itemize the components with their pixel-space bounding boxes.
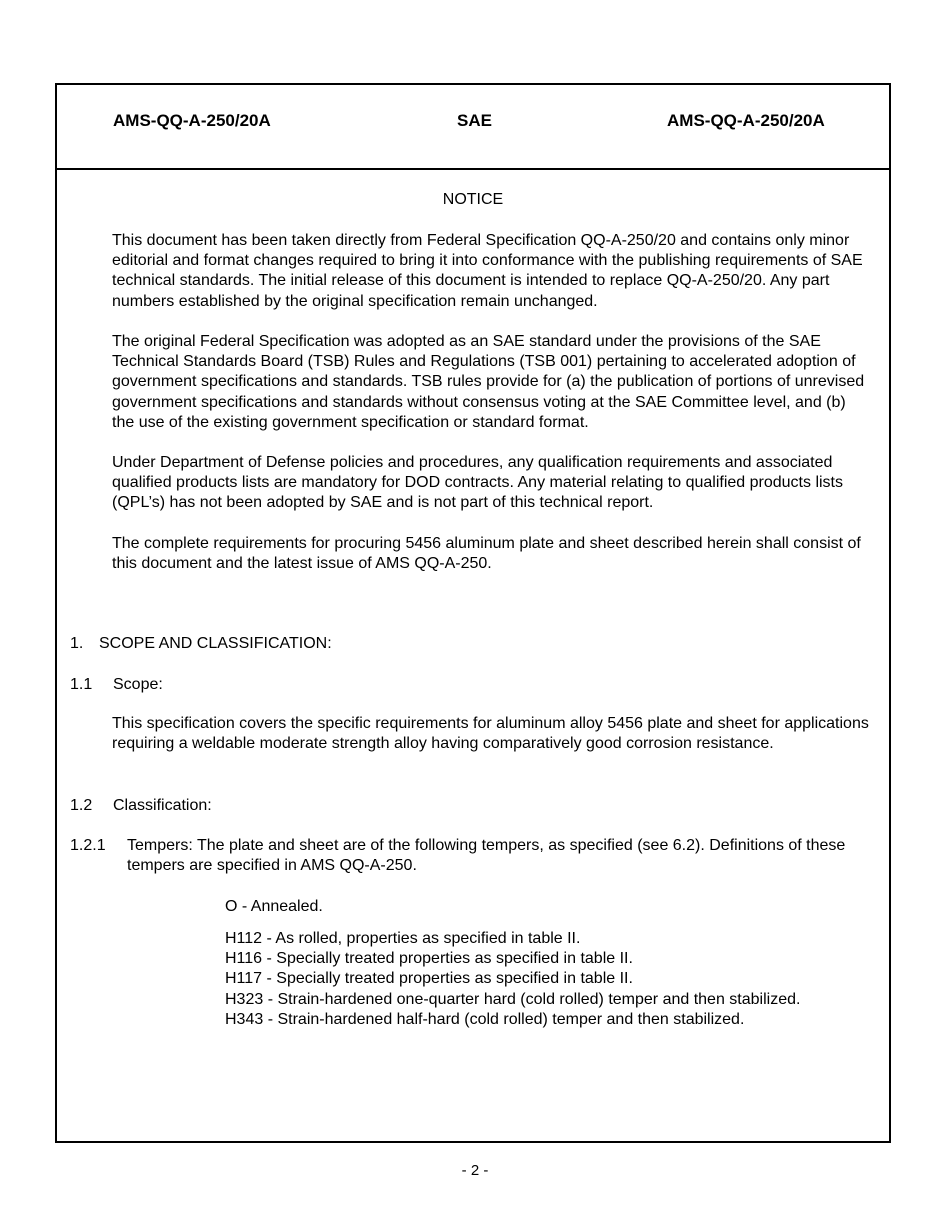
notice-paragraph: Under Department of Defense policies and procedures, any qualification requirements and associated qualified products lists are mandatory for DOD contracts. Any material relating to qualified products lists (QPL’s) has not been adopted by SAE and is not part of this technical report. [112,454,843,512]
temper-item: O - Annealed. [225,898,323,915]
temper-item: H323 - Strain-hardened one-quarter hard (cold rolled) temper and then stabilized. [225,990,801,1008]
section-number: 1.2.1 [70,837,106,854]
section-number: 1.1 [70,676,93,693]
scope-paragraph: This specification covers the specific requirements for aluminum alloy 5456 plate and sheet for applications requiring a weldable moderate strength alloy having comparatively good corrosion resistance. [112,715,869,753]
temper-list [225,929,800,1030]
notice-paragraph: The complete requirements for procuring 5456 aluminum plate and sheet described herein shall consist of this document and the latest issue of AMS QQ-A-250. [112,535,861,573]
temper-item: H343 - Strain-hardened half-hard (cold rolled) temper and then stabilized. [225,1010,745,1028]
header-organization: SAE [457,111,492,130]
notice-title: NOTICE [442,191,504,208]
section-title: Classification: [113,797,212,814]
notice-paragraph: The original Federal Specification was adopted as an SAE standard under the provisions of the SAE Technical Standards Board (TSB) Rules and Regulations (TSB 001) pertaining to accelerated adoption of government specifications and standards. TSB rules provide for (a) the publication of portions of unrevised government specifications and standards without consensus voting at the SAE Committee level, and (b) the use of the existing government specification or standard format. [112,333,865,431]
section-number: 1. [70,635,84,652]
tempers-paragraph: Tempers: The plate and sheet are of the following tempers, as specified (see 6.2). Definitions of these tempers are specified in AMS QQ-A-250. [127,837,846,875]
document-header [57,85,889,170]
header-doc-id-right: AMS-QQ-A-250/20A [667,111,825,130]
section-title: Scope: [113,676,163,693]
notice-paragraph: This document has been taken directly from Federal Specification QQ-A-250/20 and contains only minor editorial and format changes required to bring it into conformance with the publishing requirements of SAE technical standards. The initial release of this document is intended to replace QQ-A-250/20. Any part numbers established by the original specification remain unchanged. [112,232,863,310]
page-number: - 2 - [461,1162,489,1179]
temper-item: H117 - Specially treated properties as specified in table II. [225,970,633,988]
temper-item: H116 - Specially treated properties as specified in table II. [225,950,633,968]
section-title: SCOPE AND CLASSIFICATION: [99,635,332,652]
header-doc-id-left: AMS-QQ-A-250/20A [113,111,271,130]
section-number: 1.2 [70,797,93,814]
page-frame [55,83,891,1143]
temper-item: H112 - As rolled, properties as specified in table II. [225,930,581,947]
